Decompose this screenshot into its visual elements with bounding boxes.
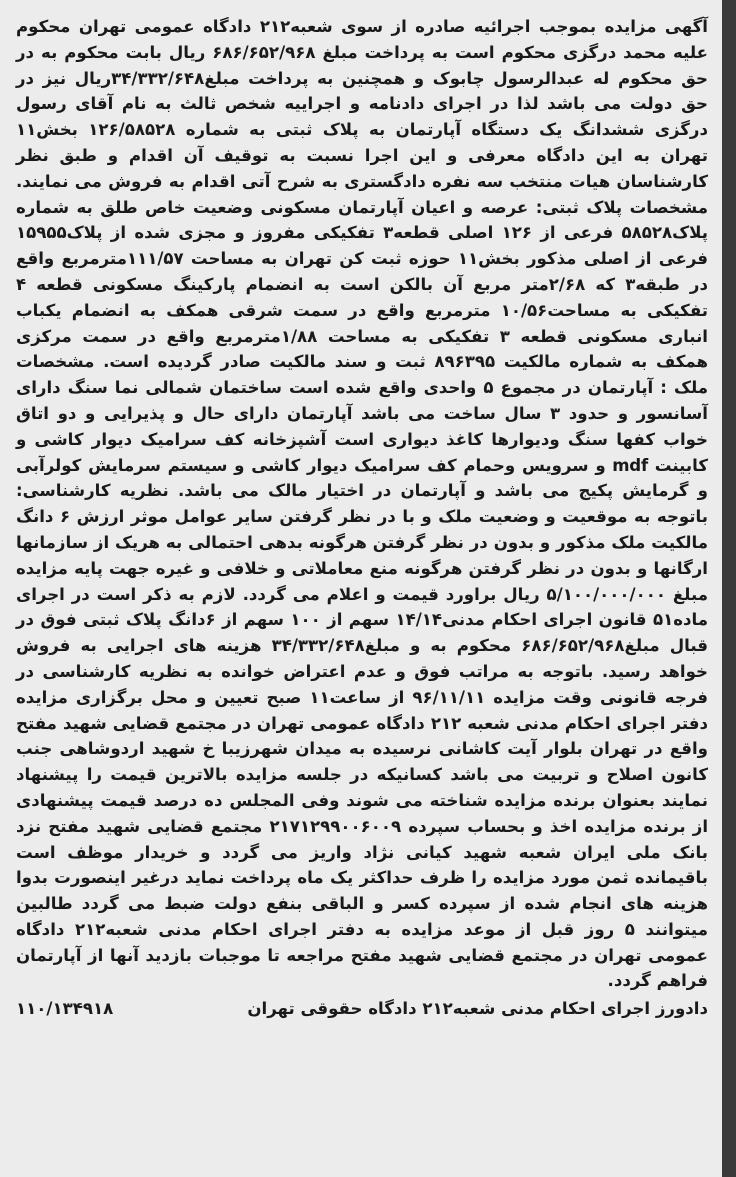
registry-specs: مشخصات پلاک ثبتی: عرصه و اعیان آپارتمان مسکونی وضعیت خاص طلق به شماره پلاک۵۸۵۲۸ فرعی از ۱۲۶ اصلی قطعه۳ تفکیکی مفروز و مجزی شده از پلاک۱۵۹۵۵ فرعی از اصلی مذکور بخش۱۱ حوزه ثبت کن تهران به مساحت ۱۱۱/۵۷مترمربع واقع در طبقه۳ که ۲/۶۸متر مربع آن بالکن است به انضمام پارکینگ مسکونی قطعه ۴ تفکیکی به مساحت۱۰/۵۶ مترمربع واقع در سمت شرقی همکف به انضمام یکباب انباری مسکونی قطعه ۳ تفکیکی به مساحت ۱/۸۸مترمربع واقع در سمت مرکزی همکف به شماره مالکیت ۸۹۶۳۹۵ ثبت و سند مالکیت صادر گردیده است. bbox=[16, 197, 709, 372]
auction-terms: باتوجه به مراتب فوق و عدم اعتراض خوانده به نظریه کارشناسی در فرجه قانونی وقت مزایده ۹۶/۱۱/۱۱ از ساعت۱۱ صبح تعیین و محل برگزاری مزایده دفتر اجرای احکام مدنی شعبه ۲۱۲ دادگاه عمومی تهران در مجتمع قضایی شهید مفتح واقع در تهران بلوار آیت کاشانی نرسیده به میدان شهرزیبا خ شهید اردوشاهی جنب کانون اصلاح و تربیت می باشد کسانیکه در جلسه مزایده بالاترین قیمت را پیشنهاد نمایند بعنوان برنده مزایده شناخته می شوند وفی المجلس ده درصد قیمت پیشنهادی از برنده مزایده اخذ و بحساب سپرده ۲۱۷۱۲۹۹۰۰۶۰۰۹ مجتمع قضایی شهید مفتح نزد بانک ملی ایران شعبه شهید کیانی نژاد واریز می گردد و خریدار موظف است باقیمانده ثمن مورد مزایده را ظرف حداکثر یک ماه پرداخت نماید درغیر اینصورت بدوا هزینه های انجام شده از سپرده کسر و الباقی بنفع دولت ضبط می گردد طالبین میتوانند ۵ روز قبل از موعد مزایده به دفتر اجرای احکام مدنی شعبه۲۱۲ دادگاه عمومی تهران در مجتمع قضایی شهید مفتح مراجعه تا موجبات بازدید آنها از آپارتمان فراهم گردد. bbox=[16, 661, 709, 991]
notice-footer bbox=[16, 996, 708, 1022]
expert-opinion: نظریه کارشناسی: باتوجه به موقعیت و وضعیت ملک و با در نظر گرفتن سایر عوامل موثر ارزش ۶ دانگ مالکیت ملک مذکور و بدون در نظر گرفتن هرگونه بدهی احتمالی به هریک از سازمانها ارگانها و بدون در نظر گرفتن هرگونه منع معاملاتی و خلافی و غیره جهت پایه مزایده مبلغ ۵/۱۰۰/۰۰۰/۰۰۰ ریال براورد قیمت و اعلام می گردد. bbox=[16, 481, 709, 604]
reference-number: ۱۱۰/۱۳۴۹۱۸ bbox=[16, 999, 114, 1019]
property-specs: مشخصات ملک : آپارتمان در مجموع ۵ واحدی واقع شده است ساختمان شمالی نما سنگ دارای آسانسور و حدود ۳ سال ساخت می باشد آپارتمان دارای حال و پذیرایی و دو اتاق خواب کفها سنگ ودیوارها کاغذ دیواری است آشپزخانه کف سرامیک دیوار کاشی و کابینت mdf و سرویس وحمام کف سرامیک دیوار کاشی و سیستم سرمایش کولرآبی و گرمایش پکیج می باشد و آپارتمان در اختیار مالک می باشد. bbox=[16, 352, 708, 501]
scan-edge bbox=[722, 0, 736, 1177]
notice-intro: آگهی مزایده بموجب اجرائیه صادره از سوی شعبه۲۱۲ دادگاه عمومی تهران محکوم علیه محمد درگزی محکوم است به پرداخت مبلغ ۶۸۶/۶۵۲/۹۶۸ ریال بابت محکوم به در حق محکوم له عبدالرسول چابوک و همچنین به پرداخت مبلغ۳۴/۳۳۲/۶۴۸ریال نیز در حق دولت می باشد لذا در اجرای دادنامه و اجراییه شخص ثالث به نام آقای رسول درگزی ششدانگ یک دستگاه آپارتمان به پلاک ثبتی به شماره ۱۲۶/۵۸۵۲۸ بخش۱۱ تهران به این دادگاه معرفی و این اجرا نسبت به توقیف آن اقدام و طبق نظر کارشناسان هیات منتخب سه نفره دادگستری به شرح آتی اقدام به فروش می نمایند. bbox=[16, 17, 708, 191]
article-51-note: لازم به ذکر است در اجرای ماده۵۱ قانون اجرای احکام مدنی۱۴/۱۴ سهم از ۱۰۰ سهم از ۶دانگ پلاک ثبتی فوق در قبال مبلغ۶۸۶/۶۵۲/۹۶۸ محکوم به و مبلغ۳۴/۳۳۲/۶۴۸ هزینه های اجرایی به فروش خواهد رسید. bbox=[16, 584, 709, 681]
signature: دادورز اجرای احکام مدنی شعبه۲۱۲ دادگاه حقوقی تهران bbox=[247, 999, 708, 1019]
notice-body bbox=[16, 14, 708, 994]
